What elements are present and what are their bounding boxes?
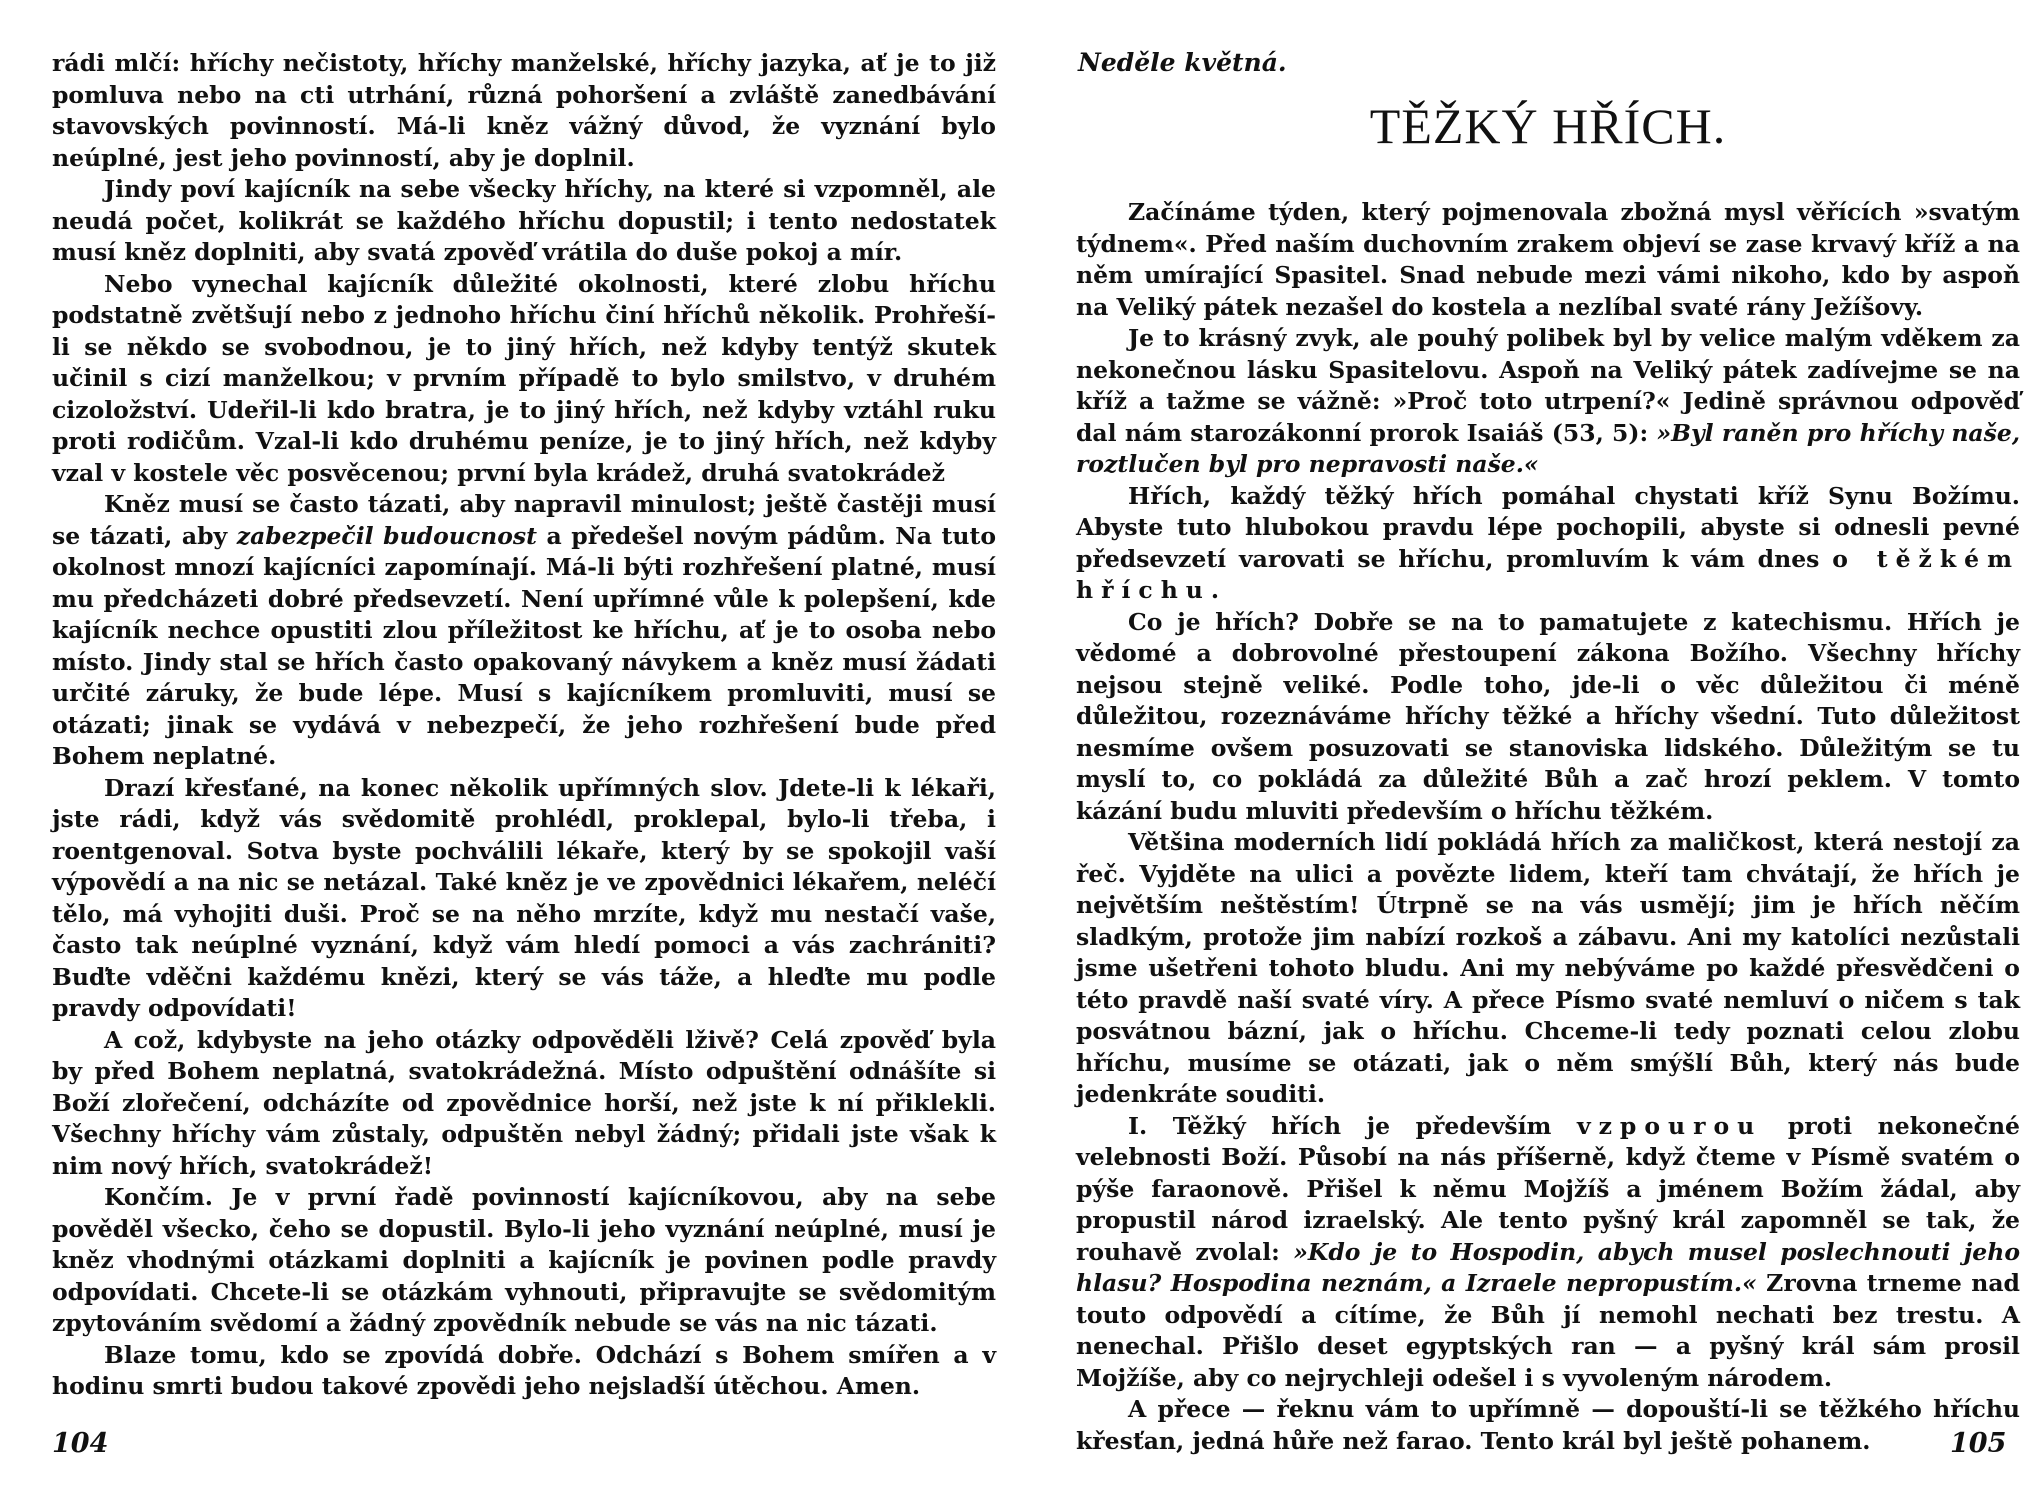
left-p4-text-b: a předešel novým pádům. Na tuto okolnost mnozí kajícníci zapomínají. Má-li býti rozhřešení platné, musí mu předcházeti dobré předsevzetí. Není upřímné vůle k polepšení, kde kajícník nechce opustiti zlou příležitost ke hříchu, ať je to osoba nebo místo. Jindy stal se hřích často opakovaný návykem a kněz musí žádati určité záruky, že bude lépe. Musí s kajícníkem promluviti, musí se otázati; jinak se vydává v nebezpečí, že jeho rozhřešení bude před Bohem neplatné. [52, 521, 997, 770]
right-p6-quote: »Kdo je to Hospodin, abych musel poslechnouti jeho hlasu? Hospodina neznám, a Izraele nepropustím.« [1076, 1237, 2021, 1297]
right-p3-text: Hřích, každý těžký hřích pomáhal chystati kříž Synu Božímu. Abyste tuto hlubokou pravdu lépe pochopili, abyste si odnesli pevné předsevzetí varovati se hříchu, promluvím k vám dnes [1076, 481, 2020, 573]
left-paragraph-6: A což, kdybyste na jeho otázky odpověděli lživě? Celá zpověď byla by před Bohem neplatná, svatokrádežná. Místo odpuštění odnášíte si Boží zlořečení, odcházíte od zpovědnice horší, než jste k ní přiklekli. Všechny hříchy vám zůstaly, odpuštěn nebyl žádný; přidali jste však k nim nový hřích, svatokrádež! [52, 1025, 996, 1180]
right-paragraph-3 [1076, 481, 2020, 607]
right-paragraph-6 [1076, 1111, 2020, 1395]
right-p6-text-a: I. Těžký hřích je především [1128, 1111, 1577, 1140]
right-p3-end: . [1210, 576, 1220, 604]
right-p2-quote: »Byl raněn pro hříchy naše, roztlučen byl pro nepravosti naše.« [1076, 418, 2020, 478]
right-paragraph-7: A přece — řeknu vám to upřímně — dopouští-li se těžkého hříchu křesťan, jedná hůře než farao. Tento král byl ještě pohanem. [1076, 1395, 2020, 1455]
right-p6-text-b: proti nekonečné velebnosti Boží. Působí na nás příšerně, když čteme v Písmě svatém o pýše faraonově. Přišel k němu Mojžíš a jménem Božím žádal, aby propustil národ izraelský. Ale tento pyšný král zapomněl se tak, že rouhavě zvolal: [1076, 1111, 2020, 1266]
page-number-right: 105 [1950, 1428, 2007, 1459]
left-paragraph-1: rádi mlčí: hříchy nečistoty, hříchy manželské, hříchy jazyka, ať je to již pomluva nebo na cti utrhání, různá pohoršení a zvláště zanedbávání stavovských povinností. Má-li kněz vážný důvod, že vyznání bylo neúplné, jest jeho povinností, aby je doplnil. [52, 49, 996, 172]
left-paragraph-8: Blaze tomu, kdo se zpovídá dobře. Odchází s Bohem smířen a v hodinu smrti budou takové zpovědi jeho nejsladší útěchou. Amen. [52, 1340, 996, 1400]
left-paragraph-7: Končím. Je v první řadě povinností kajícníkovou, aby na sebe pověděl všecko, čeho se dopustil. Bylo-li jeho vyznání neúplné, musí je kněz vhodnými otázkami doplniti a kajícník je povinen podle pravdy odpovídati. Chcete-li se otázkám vyhnouti, připravujte se svědomitým zpytováním svědomí a žádný zpovědník nebude se vás na nic tázati. [52, 1183, 996, 1337]
right-paragraph-2 [1076, 323, 2020, 481]
chapter-title: TĚŽKÝ HŘÍCH. [1369, 98, 1727, 154]
left-paragraph-4 [52, 489, 996, 773]
left-page [52, 48, 996, 1403]
right-p3-emphasis: o těžkém hříchu [1076, 544, 2021, 604]
right-paragraph-1: Začínáme týden, který pojmenovala zbožná mysl věřících »svatým týdnem«. Před naším duchovním zrakem objeví se zase krvavý kříž a na něm umírající Spasitel. Snad nebude mezi vámi nikoho, kdo by aspoň na Veliký pátek nezašel do kostela a nezlíbal svaté rány Ježíšovy. [1076, 198, 2020, 321]
right-page [1076, 48, 2020, 1457]
section-label: Neděle květná. [1078, 48, 1287, 77]
left-paragraph-2: Jindy poví kajícník na sebe všecky hříchy, na které si vzpomněl, ale neudá počet, kolikrát se každého hříchu dopustil; i tento nedostatek musí kněz doplniti, aby svatá zpověď vrátila do duše pokoj a mír. [52, 175, 996, 266]
right-paragraph-5: Většina moderních lidí pokládá hřích za maličkost, která nestojí za řeč. Vyjděte na ulici a povězte lidem, kteří tam chvátají, že hřích je největším neštěstím! Útrpně se na vás usmějí; jim je hřích něčím sladkým, protože jim nabízí rozkoš a zábavu. Ani my katolíci nezůstali jsme ušetřeni tohoto bludu. Ani my nebýváme po každé přesvědčeni o této pravdě naší svaté víry. A přece Písmo svaté nemluví o ničem s tak posvátnou bázní, jak o hříchu. Chceme-li tedy poznati celou zlobu hříchu, musíme se otázati, jak o něm smýšlí Bůh, který nás bude jedenkráte souditi. [1076, 828, 2020, 1108]
right-p2-text: Je to krásný zvyk, ale pouhý polibek byl by velice malým vděkem za nekonečnou lásku Spasitelovu. Aspoň na Veliký pátek zadívejme se na kříž a tažme se vážně: »Proč toto utrpení?« Jedině správnou odpověď dal nám starozákonní prorok Isaiáš (53, 5): [1076, 324, 2020, 447]
page-number-left: 104 [52, 1428, 109, 1459]
left-p4-italic: zabezpečil budoucnost [236, 521, 537, 550]
left-p4-text-a: Kněz musí se často tázati, aby napravil minulost; ještě častěji musí se tázati, aby [52, 490, 996, 550]
left-paragraph-3: Nebo vynechal kajícník důležité okolnosti, které zlobu hříchu podstatně zvětšují nebo z jednoho hříchu činí hříchů několik. Prohřeší-li se někdo se svobodnou, je to jiný hřích, než kdyby tentýž skutek učinil s cizí manželkou; v prvním případě to bylo smilstvo, v druhém cizoložství. Udeřil-li kdo bratra, je to jiný hřích, než kdyby vztáhl ruku proti rodičům. Vzal-li kdo druhému peníze, je to jiný hřích, než kdyby vzal v kostele věc posvěcenou; první byla krádež, druhá svatokrádež [52, 269, 996, 487]
left-paragraph-5: Drazí křesťané, na konec několik upřímných slov. Jdete-li k lékaři, jste rádi, když vás svědomitě prohlédl, proklepal, bylo-li třeba, i roentgenoval. Sotva byste pochválili lékaře, který by se spokojil vaší výpovědí a na nic se netázal. Také kněz je ve zpovědnici lékařem, neléčí tělo, má vyhojiti duši. Proč se na něho mrzíte, když mu nestačí vaše, často tak neúplné vyznání, když vám hledí pomoci a vás zachrániti? Buďte vděčni každému knězi, který se vás táže, a hleďte mu podle pravdy odpovídati! [52, 773, 996, 1022]
right-p6-emphasis: vzpourou [1576, 1111, 1763, 1140]
right-p6-text-c: Zrovna trneme nad touto odpovědí a cítíme, že Bůh jí nemohl nechati bez trestu. A nenechal. Přišlo deset egyptských ran — a pyšný král sám prosil Mojžíše, aby co nejrychleji odešel i s vyvoleným národem. [1076, 1269, 2020, 1392]
right-paragraph-4: Co je hřích? Dobře se na to pamatujete z katechismu. Hřích je vědomé a dobrovolné přestoupení zákona Božího. Všechny hříchy nejsou stejně veliké. Podle toho, jde-li o věc důležitou či méně důležitou, rozeznáváme hříchy těžké a hříchy všední. Tuto důležitost nesmíme ovšem posuzovati se stanoviska lidského. Důležitým se tu myslí to, co pokládá za důležité Bůh a zač hrozí peklem. V tomto kázání budu mluviti především o hříchu těžkém. [1076, 607, 2020, 825]
